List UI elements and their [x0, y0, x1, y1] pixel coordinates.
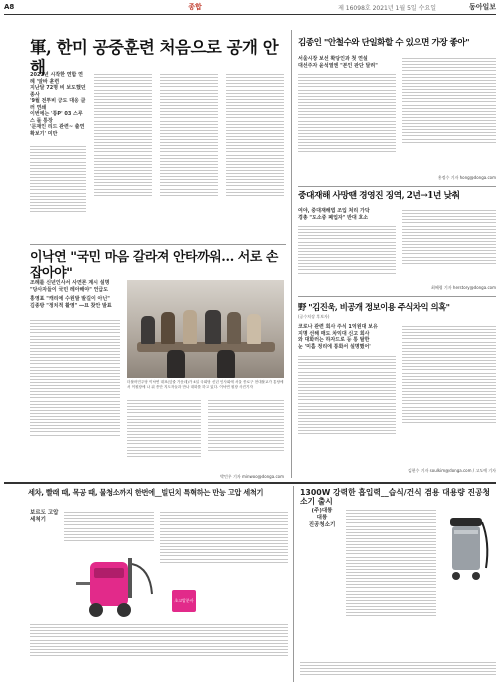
- article4-lead: [298, 208, 396, 221]
- ad1-footer-text: [30, 622, 288, 672]
- article3-lead: [298, 56, 396, 69]
- article2-body-col1: [30, 318, 120, 478]
- article5-lead-2: 지명 선해 매도 차익대 신고 회사: [298, 330, 370, 337]
- article2-lead-2: "당사자들이 국민 레아해야" 언급도: [30, 286, 109, 293]
- article4-lead-2: 경총 "도소중 폐업자" 반대 호소: [298, 214, 369, 221]
- article1-lead-2: 지난달 72명 비 보도했던 종사: [30, 85, 86, 98]
- ad2-footer-text: [300, 660, 496, 682]
- article5-body-col1: [298, 354, 396, 466]
- ad2-headline: 1300W 강력한 흡입력__습식/건식 겸용 대용량 진공청소기 출시: [300, 488, 491, 506]
- article2-sub-1: 홍영표 "캐리에 수원발 발길이 아닌": [30, 296, 110, 302]
- pressure-washer-image: [72, 554, 158, 620]
- article3-lead-2: 대선주자 윤석열엔 "본인 판단 달려": [298, 62, 378, 69]
- photo-caption: 더불어민주당 이낙연 대표(앞줄 가운데)가 4일 국회당 신년 인사회에 서울 종로구 현대불교가 통당에서 이원장에 나 위 종단 지도자들과 만나 대화를 하고 있다. 이낙연 원장 사진기자: [127, 380, 284, 389]
- article3-title: 김종인 "안철수와 단일화할 수 있으면 가장 좋아": [298, 38, 470, 48]
- article5-lead-4: 눈 '미흡 정리에 통화서 설명했어': [298, 343, 371, 350]
- article5-body-col2: [402, 324, 496, 460]
- article3-lead-1: 서울시장 보선 확당인과 첫 연설: [298, 56, 368, 62]
- article3-body-col2: [402, 56, 496, 174]
- article2-lead-1: 조례를 신년인사서 사면론 계시 설명: [30, 280, 110, 286]
- ad2-brand: [302, 508, 342, 529]
- divider: [30, 244, 286, 245]
- article1-body-col3: [160, 72, 218, 238]
- newspaper-brand: 동아일보: [468, 3, 496, 11]
- divider: [298, 186, 496, 187]
- ad1-badge: 초고압분사: [172, 590, 196, 612]
- article4-body-col2: [402, 208, 496, 284]
- article3-body-col1: [298, 72, 396, 182]
- article2-byline: 박민우 기자 minwoo@donga.com: [220, 474, 284, 479]
- ad2-text: [346, 508, 436, 658]
- article4-body-col1: [298, 224, 396, 292]
- meeting-photo: [127, 280, 284, 378]
- ad2-brand-2: 대륭: [316, 515, 328, 521]
- article5-lead-3: 와 대화러는 하자드로 등 통 탈한: [298, 337, 370, 343]
- article1-lead-5: '문재인 리드 관련~ 출연 확보기' 미만: [30, 124, 85, 137]
- ad2-brand-3: 진공청소기: [308, 522, 336, 528]
- article2-body-col2: [127, 398, 201, 478]
- article5-lead-1: 코로나 관련 회사 주식 1억원대 보유: [298, 324, 378, 330]
- article2-body-col3: [208, 398, 284, 472]
- ad1-brand: 보르도 고압 세척기: [30, 510, 59, 523]
- article2-lead: [30, 280, 120, 309]
- ad1-text: [64, 510, 154, 552]
- ad2-brand-1: (주)대륭: [311, 508, 333, 514]
- article5-title: 野 "김진욱, 비공개 정보이용 주식차익 의혹": [298, 302, 450, 312]
- article1-lead-3: '9월 전투비 긍도 대응 클러 연쇄: [30, 98, 86, 111]
- page-number: A8: [4, 3, 15, 11]
- column-divider: [291, 30, 292, 478]
- article1-title: 軍, 한미 공중훈련 처음으로 공개 안해: [30, 38, 279, 77]
- article4-title: 중대재해 사망땐 경영진 징역, 2년→1년 낮춰: [298, 191, 460, 201]
- article4-lead-1: 여야, 중대재해법 조입 처리 가닥: [298, 208, 370, 214]
- article1-body-col2: [94, 72, 152, 238]
- masthead: [4, 0, 496, 15]
- article5-subtitle: (공수처장 후보자): [298, 314, 330, 319]
- section-label: 종합: [188, 3, 202, 11]
- article1-body-col1: [30, 144, 86, 238]
- ad-divider: [4, 482, 496, 484]
- divider: [298, 296, 496, 297]
- article1-lead: [30, 72, 86, 137]
- ad-column-divider: [293, 486, 294, 682]
- article2-title: 이낙연 "국민 마음 갈라져 안타까워… 서로 손잡아야": [30, 250, 278, 281]
- ad1-text-right: [160, 510, 288, 584]
- article1-lead-1: 2021년 시작한 연합 연례 '알바 훈련: [30, 72, 83, 85]
- article5-lead: [298, 324, 396, 350]
- issue-date: 제 16098호 2021년 1월 5일 수요일: [338, 4, 436, 12]
- article1-lead-4: 이번에는 '통P' 03 스루스 돌 통장: [30, 111, 83, 124]
- article2-sub-2: 김종방 "정치적 활영" ―묘 찾안 발표: [30, 302, 112, 309]
- article4-byline: 최혜령 기자 herstory@donga.com: [431, 285, 496, 290]
- ad1-headline: 세차, 빨래 때, 목공 때, 물청소까지 한번에__빌딘치 특혁하는 만능 고압 세척기: [28, 488, 264, 497]
- vacuum-cleaner-image: [440, 512, 492, 584]
- article3-byline: 홍정수 기자 hong@donga.com: [437, 175, 496, 180]
- article5-byline: 김현수 기자 soulkim@donga.com / 고도예 기자: [407, 468, 496, 473]
- article1-body-col4: [226, 72, 284, 238]
